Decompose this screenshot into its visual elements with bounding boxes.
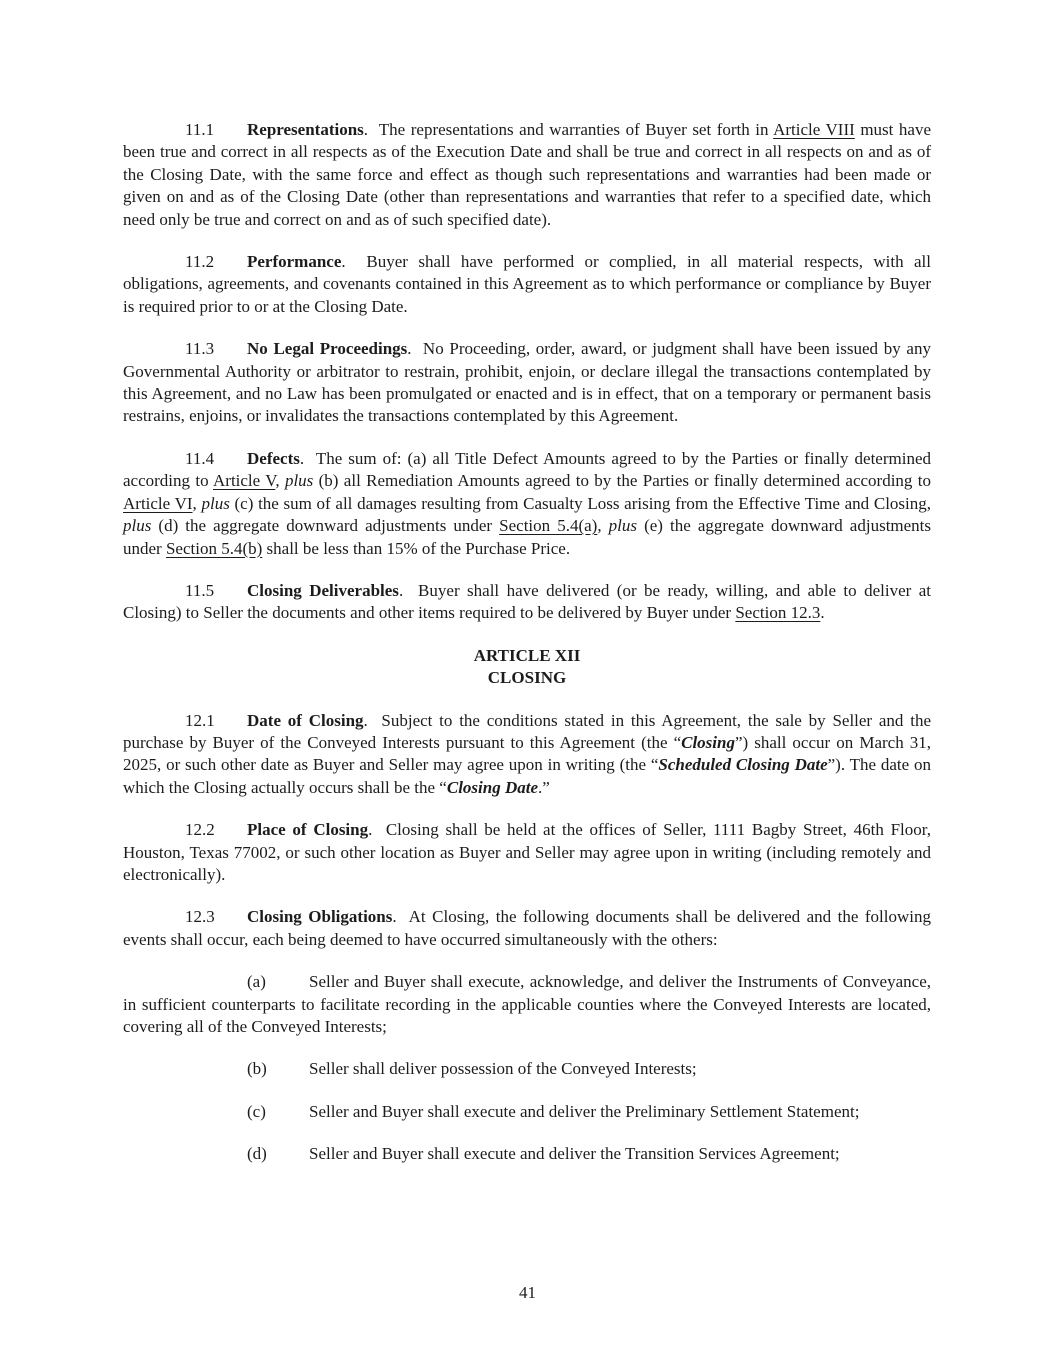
text-run: , xyxy=(597,516,609,536)
text-run: . Buyer shall have performed or complied, in all material respects, with all obligations, agreements, and covenants contained in this Agreement as to which performance or compliance by Buyer is required prior to or at the Closing Date. xyxy=(123,252,931,316)
subitem-label: (d) xyxy=(247,1144,267,1164)
text-run: Closing Deliverables xyxy=(247,580,399,600)
text-run: Place of Closing xyxy=(247,820,369,840)
text-run: plus xyxy=(284,471,314,491)
text-run: Defects xyxy=(247,448,300,468)
text-run: shall be less than 15% of the Purchase Price. xyxy=(262,538,571,558)
article-heading xyxy=(123,645,931,690)
section-number: 11.5 xyxy=(185,580,215,600)
article-heading-line: ARTICLE XII xyxy=(473,645,581,665)
text-run: . Buyer shall have delivered (or be ready, willing, and able to deliver at Closing) to Seller the documents and other items required to be delivered by Buyer under xyxy=(123,580,931,623)
page-number: 41 xyxy=(519,1283,536,1302)
article-heading-line: CLOSING xyxy=(487,668,567,688)
section-number: 11.1 xyxy=(185,120,215,139)
text-run: Closing Date xyxy=(446,777,539,797)
text-run: Closing Obligations xyxy=(247,907,393,927)
cross-reference: Section 12.3 xyxy=(735,603,821,623)
cross-reference: Section 5.4(b) xyxy=(165,538,263,558)
text-run: (e) the aggregate downward adjustments under xyxy=(123,516,932,558)
text-run: must have been true and correct in all respects as of the Execution Date and shall be true and correct in all respects on and as of the Closing Date, with the same force and effect as though such representations and warranties had been made or given on and as of the Closing Date (other than representations and warranties that refer to a specified date, which need only be true and correct on and as of such specified date). xyxy=(123,120,931,229)
cross-reference: Section 5.4(a) xyxy=(499,516,598,536)
subitem-paragraph xyxy=(123,1101,931,1123)
section-paragraph xyxy=(123,710,931,800)
text-run: Seller and Buyer shall execute, acknowledge, and deliver the Instruments of Conveyance, in sufficient counterparts to facilitate recording in the applicable counties where the Conveyed Interests are located, covering all of the Conveyed Interests; xyxy=(123,972,931,1036)
text-run: (b) all Remediation Amounts agreed to by the Parties or finally determined according to xyxy=(313,471,932,491)
text-run: . xyxy=(820,603,825,623)
text-run: Date of Closing xyxy=(247,710,364,730)
text-run: (c) the sum of all damages resulting from Casualty Loss arising from the Effective Time and Closing, xyxy=(229,493,932,513)
section-paragraph xyxy=(123,819,931,886)
text-run: plus xyxy=(201,493,230,513)
text-run: , xyxy=(192,493,202,513)
subitem-paragraph xyxy=(123,971,931,1038)
text-run: . The sum of: (a) all Title Defect Amounts agreed to by the Parties or finally determined according to xyxy=(123,448,931,491)
text-run: Scheduled Closing Date xyxy=(658,755,828,775)
page-footer xyxy=(0,1283,1055,1303)
text-run: Closing xyxy=(681,732,735,752)
section-paragraph xyxy=(123,448,931,560)
text-run: . No Proceeding, order, award, or judgment shall have been issued by any Governmental Authority or arbitrator to restrain, prohibit, enjoin, or declare illegal the transactions contemplated by this Agreement, and no Law has been promulgated or enacted and is in effect, that on a temporary or permanent basis restrains, enjoins, or invalidates the transactions contemplated by this Agreement. xyxy=(123,339,931,426)
subitem-label: (a) xyxy=(247,972,266,992)
section-number: 12.2 xyxy=(185,820,215,840)
text-run: Seller shall deliver possession of the Conveyed Interests; xyxy=(309,1059,697,1079)
section-paragraph xyxy=(123,580,931,625)
subitem-label: (b) xyxy=(247,1059,267,1079)
text-run: ”). The date on which the Closing actually occurs shall be the “ xyxy=(123,755,931,797)
text-run: . At Closing, the following documents shall be delivered and the following events shall occur, each being deemed to have occurred simultaneously with the others: xyxy=(123,907,931,949)
text-run: . Closing shall be held at the offices of Seller, 1111 Bagby Street, 46th Floor, Houston, Texas 77002, or such other location as Buyer and Seller may agree upon in writing (including remotely and electronically). xyxy=(123,820,931,884)
text-run: Seller and Buyer shall execute and deliver the Transition Services Agreement; xyxy=(309,1144,840,1164)
text-run: Performance xyxy=(247,252,342,272)
text-run: (d) the aggregate downward adjustments under xyxy=(151,516,500,536)
text-run: plus xyxy=(608,516,638,536)
text-run: .” xyxy=(538,777,550,797)
section-number: 12.1 xyxy=(185,710,215,730)
text-run: . Subject to the conditions stated in this Agreement, the sale by Seller and the purchase by Buyer of the Conveyed Interests pursuant to this Agreement (the “ xyxy=(123,710,931,752)
section-paragraph xyxy=(123,251,931,318)
cross-reference: Article VIII xyxy=(773,120,855,139)
text-run: ”) shall occur on March 31, 2025, or such other date as Buyer and Seller may agree upon in writing (the “ xyxy=(123,732,932,775)
section-number: 12.3 xyxy=(185,907,215,927)
text-run: No Legal Proceedings xyxy=(247,339,408,359)
document-body xyxy=(123,119,931,1186)
text-run: Seller and Buyer shall execute and deliver the Preliminary Settlement Statement; xyxy=(309,1101,860,1121)
section-paragraph xyxy=(123,338,931,428)
subitem-paragraph xyxy=(123,1058,931,1080)
section-paragraph xyxy=(123,119,931,231)
subitem-label: (c) xyxy=(247,1101,266,1121)
section-number: 11.4 xyxy=(185,448,215,468)
section-paragraph xyxy=(123,906,931,951)
cross-reference: Article V xyxy=(213,471,276,491)
section-number: 11.3 xyxy=(185,339,215,359)
text-run: Representations xyxy=(247,120,364,139)
subitem-paragraph xyxy=(123,1143,931,1165)
section-number: 11.2 xyxy=(185,252,215,272)
text-run: . The representations and warranties of Buyer set forth in xyxy=(363,120,774,139)
text-run: , xyxy=(275,471,285,491)
text-run: plus xyxy=(123,516,152,536)
cross-reference: Article VI xyxy=(123,493,193,513)
